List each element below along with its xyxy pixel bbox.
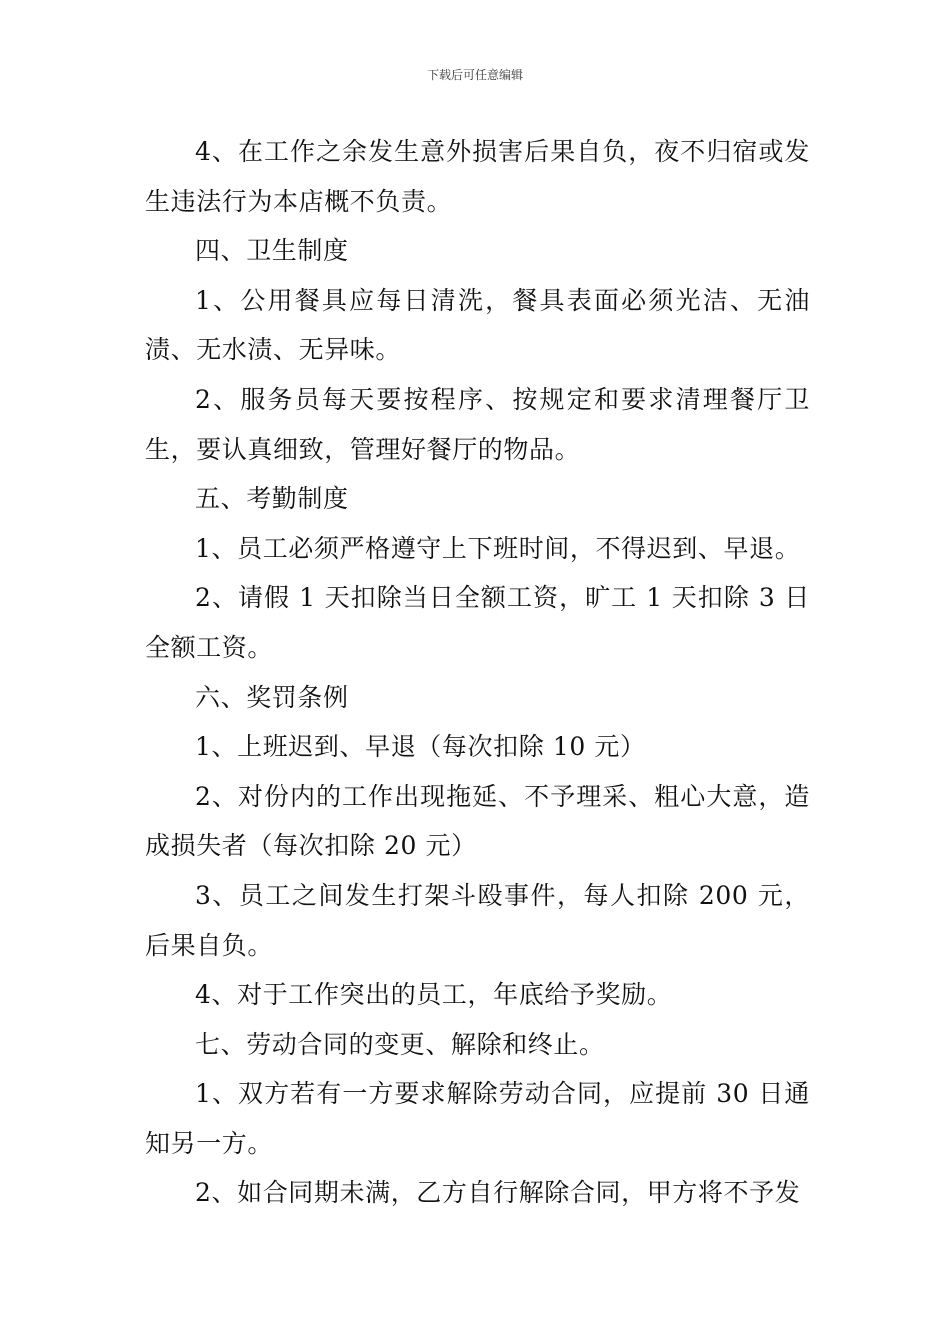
section-heading-rewards-penalties: 六、奖罚条例	[195, 682, 349, 712]
section-heading-hygiene: 四、卫生制度	[195, 236, 349, 266]
paragraph-penalty-2: 2、对份内的工作出现拖延、不予理采、粗心大意，造成损失者（每次扣除 20 元）	[145, 781, 810, 861]
paragraph-reward-4: 4、对于工作突出的员工，年底给予奖励。	[195, 980, 673, 1010]
document-body	[145, 127, 810, 1218]
page-header-note: 下载后可任意编辑	[426, 68, 523, 82]
section-heading-attendance: 五、考勤制度	[195, 484, 349, 514]
paragraph-penalty-3: 3、员工之间发生打架斗殴事件，每人扣除 200 元，后果自负。	[145, 880, 810, 960]
section-heading-contract: 七、劳动合同的变更、解除和终止。	[195, 1029, 605, 1059]
paragraph-attendance-1: 1、员工必须严格遵守上下班时间，不得迟到、早退。	[195, 533, 801, 563]
paragraph-penalty-1: 1、上班迟到、早退（每次扣除 10 元）	[195, 732, 646, 762]
paragraph-hygiene-2: 2、服务员每天要按程序、按规定和要求清理餐厅卫生，要认真细致，管理好餐厅的物品。	[145, 384, 810, 464]
paragraph-hygiene-1: 1、公用餐具应每日清洗，餐具表面必须光洁、无油渍、无水渍、无异味。	[145, 285, 810, 365]
paragraph-contract-2: 2、如合同期未满，乙方自行解除合同，甲方将不予发	[195, 1178, 801, 1208]
paragraph-contract-1: 1、双方若有一方要求解除劳动合同，应提前 30 日通知另一方。	[145, 1079, 810, 1158]
paragraph-attendance-2: 2、请假 1 天扣除当日全额工资，旷工 1 天扣除 3 日全额工资。	[145, 583, 810, 662]
paragraph-rule-4-accident: 4、在工作之余发生意外损害后果自负，夜不归宿或发生违法行为本店概不负责。	[145, 137, 810, 216]
